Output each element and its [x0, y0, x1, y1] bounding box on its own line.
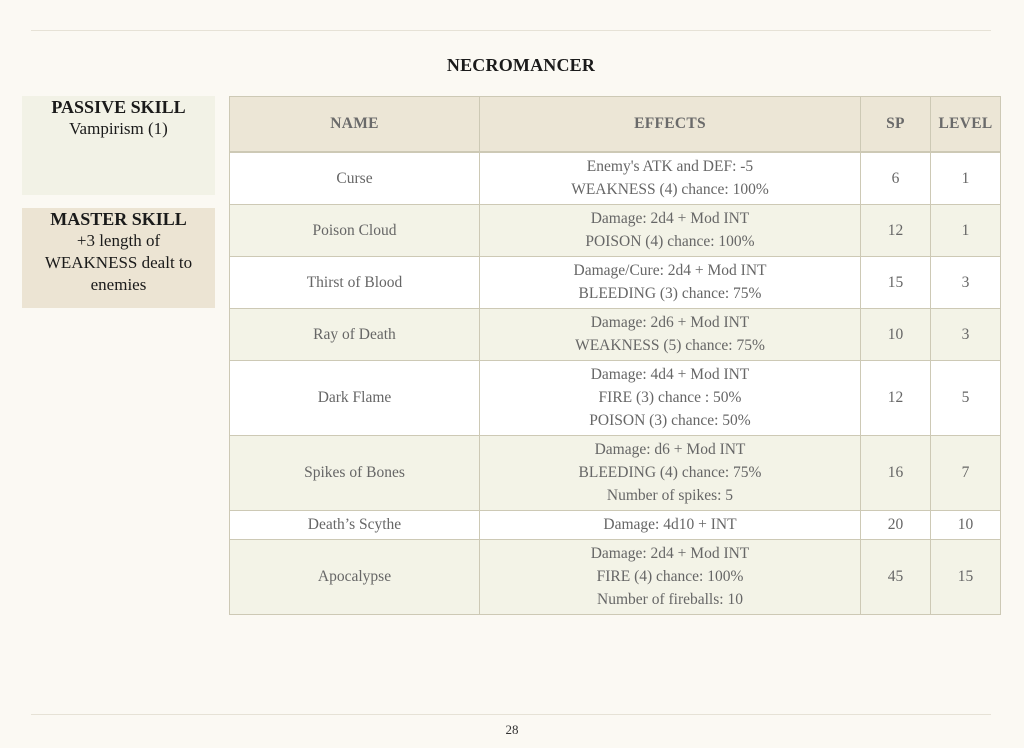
cell-name: Death’s Scythe — [230, 510, 480, 539]
cell-effects — [480, 308, 861, 360]
effect-line: FIRE (4) chance: 100% — [596, 568, 744, 585]
effect-line: Damage/Cure: 2d4 + Mod INT — [573, 262, 767, 279]
cell-sp: 16 — [861, 435, 931, 510]
cell-level: 7 — [931, 435, 1001, 510]
top-divider — [31, 30, 991, 31]
bottom-divider — [31, 714, 991, 715]
effect-line: Damage: 4d4 + Mod INT — [590, 366, 750, 383]
table-row — [230, 435, 1001, 510]
master-skill-line: WEAKNESS dealt to — [44, 253, 193, 272]
cell-sp: 20 — [861, 510, 931, 539]
cell-level: 15 — [931, 539, 1001, 614]
page-title: NECROMANCER — [446, 55, 596, 75]
cell-name: Poison Cloud — [230, 204, 480, 256]
cell-name: Thirst of Blood — [230, 256, 480, 308]
effect-line: WEAKNESS (4) chance: 100% — [571, 181, 769, 199]
effect-line: Damage: 4d10 + INT — [603, 516, 737, 533]
table-row — [230, 152, 1001, 204]
cell-level: 1 — [931, 204, 1001, 256]
cell-effects — [480, 510, 861, 539]
effect-line: Damage: 2d4 + Mod INT — [590, 210, 750, 227]
cell-name: Spikes of Bones — [230, 435, 480, 510]
header-sp: SP — [861, 97, 931, 153]
cell-level: 3 — [931, 256, 1001, 308]
cell-level: 1 — [931, 152, 1001, 204]
cell-name: Dark Flame — [230, 360, 480, 435]
cell-level: 10 — [931, 510, 1001, 539]
master-skill-line: +3 length of — [76, 231, 161, 250]
cell-name: Curse — [230, 152, 480, 204]
effect-line: Damage: 2d6 + Mod INT — [590, 314, 750, 331]
header-level: LEVEL — [931, 97, 1001, 153]
cell-sp: 15 — [861, 256, 931, 308]
effect-line: Damage: d6 + Mod INT — [594, 441, 746, 458]
page-number: 28 — [505, 722, 519, 737]
skills-table — [229, 96, 1001, 615]
cell-effects — [480, 539, 861, 614]
cell-effects — [480, 256, 861, 308]
effect-line: BLEEDING (4) chance: 75% — [578, 464, 762, 481]
cell-effects — [480, 360, 861, 435]
effect-line: BLEEDING (3) chance: 75% — [578, 285, 762, 302]
effect-line: Damage: 2d4 + Mod INT — [590, 545, 750, 562]
effect-line: Number of fireballs: 10 — [597, 591, 743, 608]
cell-sp: 6 — [861, 152, 931, 204]
table-header-row — [230, 97, 1001, 153]
effect-line: FIRE (3) chance : 50% — [598, 389, 742, 406]
cell-effects — [480, 435, 861, 510]
cell-sp: 10 — [861, 308, 931, 360]
master-skill-title: MASTER SKILL — [50, 209, 187, 229]
master-skill-line: enemies — [90, 275, 147, 294]
table-row — [230, 256, 1001, 308]
cell-name: Ray of Death — [230, 308, 480, 360]
cell-level: 3 — [931, 308, 1001, 360]
passive-skill-title: PASSIVE SKILL — [51, 97, 186, 117]
cell-effects — [480, 204, 861, 256]
effect-line: Number of spikes: 5 — [606, 487, 734, 504]
cell-name: Apocalypse — [230, 539, 480, 614]
header-name: NAME — [230, 97, 480, 153]
cell-effects — [480, 152, 861, 204]
effect-line: POISON (3) chance: 50% — [589, 412, 751, 429]
table-row — [230, 360, 1001, 435]
effect-line: POISON (4) chance: 100% — [585, 233, 755, 250]
cell-level: 5 — [931, 360, 1001, 435]
effect-line: WEAKNESS (5) chance: 75% — [575, 337, 765, 354]
header-effects: EFFECTS — [480, 97, 861, 153]
table-row — [230, 204, 1001, 256]
table-row — [230, 539, 1001, 614]
cell-sp: 45 — [861, 539, 931, 614]
passive-skill-text: Vampirism (1) — [69, 119, 168, 138]
table-body — [230, 152, 1001, 614]
cell-sp: 12 — [861, 204, 931, 256]
table-row — [230, 308, 1001, 360]
table-row — [230, 510, 1001, 539]
cell-sp: 12 — [861, 360, 931, 435]
effect-line: Enemy's ATK and DEF: -5 — [586, 158, 754, 176]
master-skill-box — [22, 208, 215, 308]
passive-skill-box — [22, 96, 215, 195]
